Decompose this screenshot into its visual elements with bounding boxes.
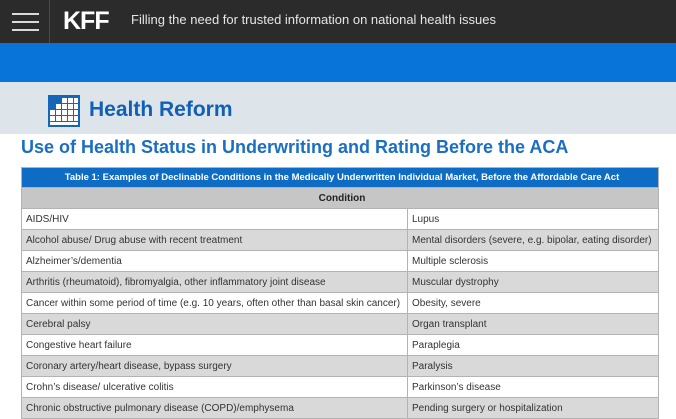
- table-row: [22, 377, 659, 398]
- table-caption: Table 1: Examples of Declinable Conditions in the Medically Underwritten Individual Market, Before the Affordable Care Act: [22, 168, 659, 188]
- table-cell: Parkinson’s disease: [408, 377, 659, 398]
- table-row: [22, 272, 659, 293]
- table-cell: Mental disorders (severe, e.g. bipolar, eating disorder): [408, 230, 659, 251]
- page-title: Use of Health Status in Underwriting and Rating Before the ACA: [21, 137, 569, 157]
- table-cell: Cerebral palsy: [22, 314, 408, 335]
- table-cell: Multiple sclerosis: [408, 251, 659, 272]
- table-cell: Paralysis: [408, 356, 659, 377]
- menu-line-icon: [12, 21, 39, 23]
- table-cell: Coronary artery/heart disease, bypass surgery: [22, 356, 408, 377]
- table-row: [22, 356, 659, 377]
- table-cell: Pending surgery or hospitalization: [408, 398, 659, 419]
- table-cell: AIDS/HIV: [22, 209, 408, 230]
- kff-logo[interactable]: KFF: [63, 7, 109, 35]
- hamburger-menu-button[interactable]: [0, 0, 50, 43]
- table-cell: Crohn’s disease/ ulcerative colitis: [22, 377, 408, 398]
- table-row: [22, 335, 659, 356]
- table-cell: Muscular dystrophy: [408, 272, 659, 293]
- health-reform-icon: [48, 95, 80, 127]
- table-cell: Lupus: [408, 209, 659, 230]
- table-row: [22, 209, 659, 230]
- table-row: [22, 398, 659, 419]
- table-cell: Chronic obstructive pulmonary disease (COPD)/emphysema: [22, 398, 408, 419]
- top-nav-bar: [0, 0, 676, 43]
- table-cell: Congestive heart failure: [22, 335, 408, 356]
- table-row: [22, 251, 659, 272]
- table-row: [22, 293, 659, 314]
- table-cell: Alzheimer’s/dementia: [22, 251, 408, 272]
- declinable-conditions-table: [21, 167, 659, 419]
- menu-line-icon: [12, 29, 39, 31]
- table-column-header: Condition: [22, 188, 659, 209]
- menu-line-icon: [12, 13, 39, 15]
- section-title[interactable]: Health Reform: [89, 98, 233, 121]
- table-cell: Arthritis (rheumatoid), fibromyalgia, other inflammatory joint disease: [22, 272, 408, 293]
- table-cell: Alcohol abuse/ Drug abuse with recent treatment: [22, 230, 408, 251]
- blue-nav-strip: [0, 43, 676, 82]
- table-row: [22, 230, 659, 251]
- table-row: [22, 314, 659, 335]
- table-cell: Paraplegia: [408, 335, 659, 356]
- table-cell: Cancer within some period of time (e.g. 10 years, often other than basal skin cancer): [22, 293, 408, 314]
- site-tagline: Filling the need for trusted information on national health issues: [131, 12, 496, 27]
- table-cell: Organ transplant: [408, 314, 659, 335]
- table-cell: Obesity, severe: [408, 293, 659, 314]
